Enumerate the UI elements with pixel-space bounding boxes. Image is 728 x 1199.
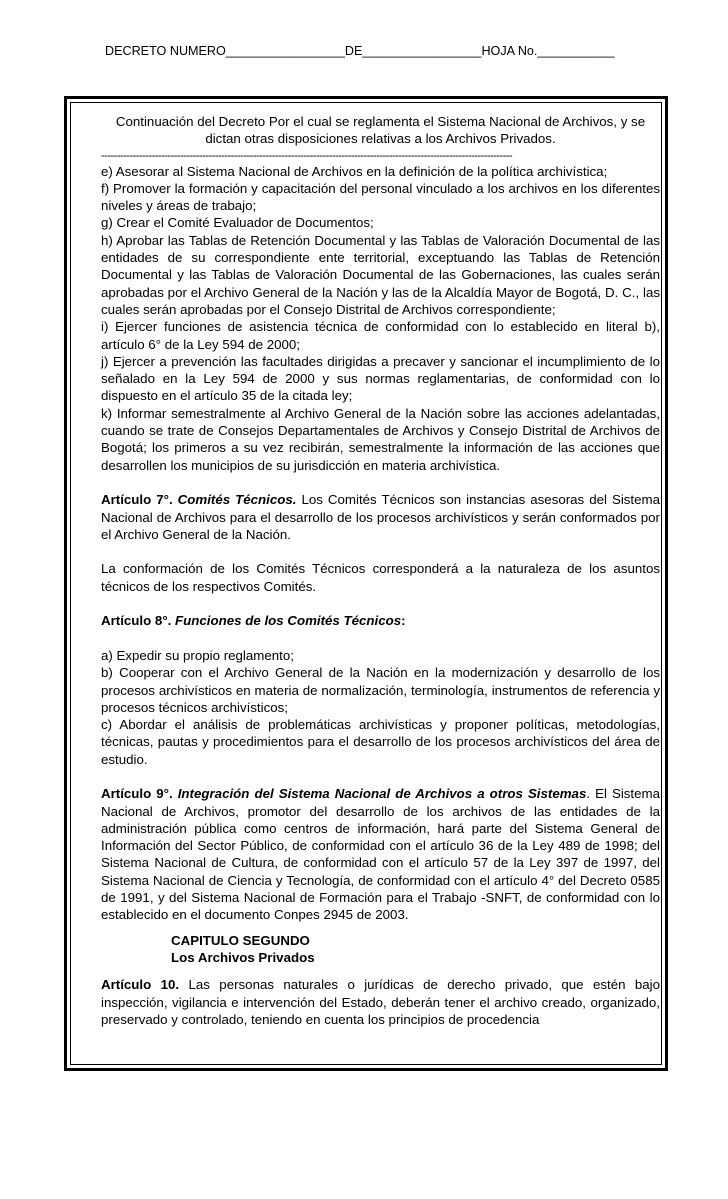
article-number: Artículo 7°.	[101, 492, 173, 508]
list-item: k) Informar semestralmente al Archivo General de la Nación sobre las acciones adelantadas, cuando se trate de Consejos Departamentales de Archivos y Consejo Distrital de Archivos de Bogotá; los primeros a su vez recibirán, semestralmente la información de las acciones que desarrollen los municipios de su jurisdicción en materia archivística.	[101, 405, 660, 473]
list-item: a) Expedir su propio reglamento;	[101, 647, 294, 663]
article-number: Artículo 9°.	[101, 786, 173, 802]
article-number: Artículo 8°.	[101, 613, 172, 629]
article-number: Artículo 10.	[101, 977, 180, 993]
chapter-title: CAPITULO SEGUNDO	[171, 932, 310, 948]
article-text: . El Sistema Nacional de Archivos, promotor del desarrollo de los archivos de las entidades de la administración pública como centros de información, hará parte del Sistema General de Información del Sector Público, de conformidad con el artículo 36 de la Ley 489 de 1998; del Sistema Nacional de Cultura, de conformidad con el artículo 57 de la Ley 397 de 1997, del Sistema Nacional de Ciencia y Tecnología, de conformidad con el artículo 4° del Decreto 0585 de 1991, y del Sistema Nacional de Formación para el Trabajo -SNFT, de conformidad con lo establecido en el documento Conpes 2945 de 2003.	[101, 786, 660, 923]
list-item: g) Crear el Comité Evaluador de Documentos;	[101, 215, 374, 231]
article-title: Funciones de los Comités Técnicos	[175, 613, 402, 629]
separator-line: ----------------------------------------------------------------------------------------------------------------------------------	[101, 149, 513, 162]
article-7-paragraph-2: La conformación de los Comités Técnicos corresponderá a la naturaleza de los asuntos técnicos de los respectivos Comités.	[101, 561, 660, 594]
document-body	[101, 113, 660, 1028]
list-item: e) Asesorar al Sistema Nacional de Archivos en la definición de la política archivística;	[101, 163, 608, 179]
article-7	[101, 491, 660, 543]
list-item: f) Promover la formación y capacitación del personal vinculado a los archivos en los diferentes niveles y áreas de trabajo;	[101, 180, 660, 214]
list-item: c) Abordar el análisis de problemáticas archivísticas y proponer políticas, metodologías, técnicas, pautas y procedimientos para el desarrollo de los procesos archivísticos del área de estudio.	[101, 717, 660, 767]
article-text: Las personas naturales o jurídicas de derecho privado, que estén bajo inspección, vigilancia e intervención del Estado, deberán tener el archivo creado, organizado, preservado y controlado, teniendo en cuenta los principios de procedencia	[101, 977, 660, 1027]
article-8: Artículo 8°. Funciones de los Comités Técnicos:	[101, 613, 406, 629]
intro-text: Continuación del Decreto Por el cual se reglamenta el Sistema Nacional de Archivos, y se dictan otras disposiciones relativas a los Archivos Privados.	[115, 114, 646, 147]
chapter-subtitle: Los Archivos Privados	[171, 949, 315, 965]
list-item: b) Cooperar con el Archivo General de la Nación en la modernización y desarrollo de los procesos archivísticos en materia de normalización, terminología, instrumentos de referencia y procesos técnicos archivísticos;	[101, 665, 660, 715]
article-10	[101, 976, 660, 1028]
article-title: Comités Técnicos.	[177, 492, 297, 508]
list-item: i) Ejercer funciones de asistencia técnica de conformidad con lo establecido en literal b), artículo 6° de la Ley 594 de 2000;	[101, 319, 660, 352]
list-item: j) Ejercer a prevención las facultades dirigidas a precaver y sancionar el incumplimiento de lo señalado en la Ley 594 de 2000 y sus normas reglamentarias, de conformidad con lo dispuesto en el artículo 35 de la citada ley;	[101, 353, 660, 404]
article-title: Integración del Sistema Nacional de Archivos a otros Sistemas	[177, 786, 587, 802]
article-9	[101, 785, 660, 923]
list-item: h) Aprobar las Tablas de Retención Documental y las Tablas de Valoración Documental de las entidades de su correspondiente ente territorial, exceptuando las Tablas de Retención Documental y las Tablas de Valoración Documental de las Gobernaciones, las cuales serán aprobadas por el Archivo General de la Nación y las de la Alcaldía Mayor de Bogotá, D. C., las cuales serán aprobadas por el Consejo Distrital de Archivos correspondiente;	[101, 232, 660, 317]
article-text: Los Comités Técnicos son instancias asesoras del Sistema Nacional de Archivos para el desarrollo de los procesos archivísticos y serán conformados por el Archivo General de la Nación.	[101, 492, 660, 542]
document-header: DECRETO NUMERO_________________DE_________________HOJA No.___________	[105, 44, 615, 58]
